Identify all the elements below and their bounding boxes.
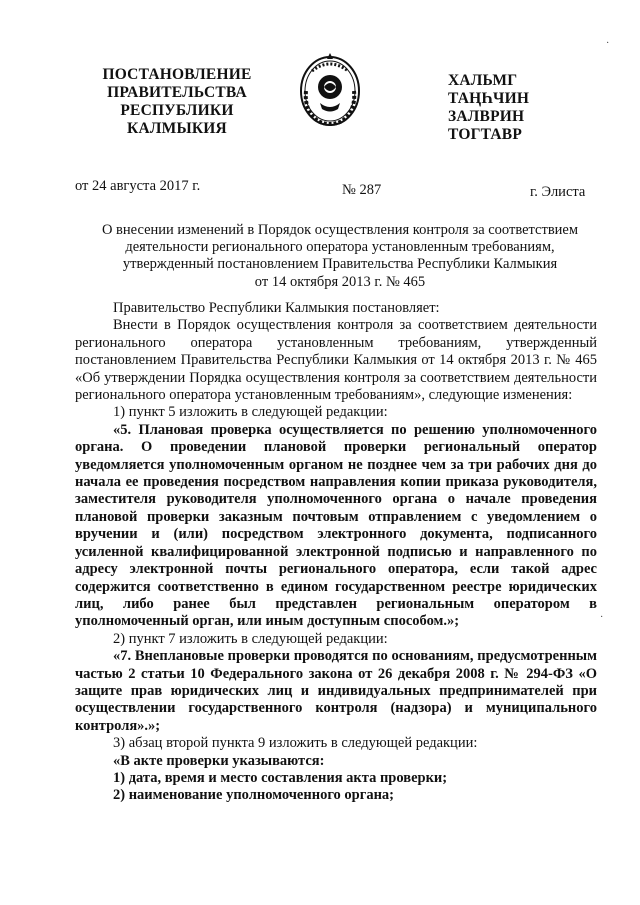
item-3-heading: 3) абзац второй пункта 9 изложить в следующей редакции: bbox=[113, 735, 478, 752]
header-left-line: РЕСПУБЛИКИ bbox=[120, 102, 234, 119]
item-1-heading: 1) пункт 5 изложить в следующей редакции: bbox=[113, 404, 388, 421]
document-body bbox=[75, 300, 597, 805]
header-right-line: ТАҢҺЧИН bbox=[448, 90, 530, 107]
header-left-line: КАЛМЫКИЯ bbox=[127, 120, 227, 137]
document-number: № 287 bbox=[342, 182, 382, 198]
item-5-text: «5. Плановая проверка осуществляется по решению уполномоченного органа. О проведении плановой проверки региональный оператор уведомляется уполномоченным органом не позднее чем за три рабочих дня до начала ее проведения посредством направления копии приказа руководителя, заместителя руководителя уполномоченного органа о начале проведения плановой проверки заказным почтовым отправлением с уведомлением о вручении и (или) посредством электронного документа, подписанного усиленной квалифицированной электронной подписью и направленного по адресу электронной почты регионального оператора, если такой адрес содержится соответственно в едином государственном реестре юридических лиц, либо ранее был представлен региональным оператором в уполномоченный орган, или иным доступным способом.»; bbox=[75, 421, 597, 630]
scan-speck: · bbox=[606, 38, 610, 49]
header-left-line: ПОСТАНОВЛЕНИЕ bbox=[102, 66, 252, 83]
document-date: от 24 августа 2017 г. bbox=[75, 178, 201, 194]
title-line: О внесении изменений в Порядок осуществления контроля за соответствием bbox=[101, 222, 579, 238]
document-title bbox=[60, 222, 620, 291]
title-line: от 14 октября 2013 г. № 465 bbox=[254, 273, 426, 290]
amendment-paragraph: Внести в Порядок осуществления контроля за соответствием деятельности регионального оператора установленным требованиям, утвержденный постановлением Правительства Республики Калмыкия от 14 октября 2013 г. № 465 «Об утверждении Порядка осуществления контроля за соответствием деятельности регионального оператора установленным требованиям», следующие изменения: bbox=[75, 317, 597, 404]
act-contents-item-1: 1) дата, время и место составления акта проверки; bbox=[113, 769, 448, 786]
act-contents-intro: «В акте проверки указываются: bbox=[113, 752, 325, 769]
item-2-heading: 2) пункт 7 изложить в следующей редакции: bbox=[113, 630, 388, 647]
header-right-line: ТОГТАВР bbox=[448, 126, 523, 143]
act-contents-item-2: 2) наименование уполномоченного органа; bbox=[113, 787, 395, 804]
title-line: утвержденный постановлением Правительства Республики Калмыкия bbox=[122, 256, 558, 273]
title-line: деятельности регионального оператора установленным требованиям, bbox=[125, 239, 555, 256]
republic-of-kalmykia-emblem-icon bbox=[298, 51, 362, 129]
scan-speck: · bbox=[600, 612, 604, 623]
header-left-line: ПРАВИТЕЛЬСТВА bbox=[107, 84, 247, 101]
header-right-line: ЗАЛВРИН bbox=[448, 108, 525, 125]
header-right-line: ХАЛЬМГ bbox=[448, 72, 518, 89]
header-left-title bbox=[92, 66, 262, 138]
header-right-title bbox=[448, 72, 578, 144]
item-7-text: «7. Внеплановые проверки проводятся по основаниям, предусмотренным частью 2 статьи 10 Федерального закона от 26 декабря 2008 г. № 294-ФЗ «О защите прав юридических лиц и индивидуальных предпринимателей при осуществлении государственного контроля (надзора) и муниципального контроля».»; bbox=[75, 648, 597, 734]
document-city: г. Элиста bbox=[530, 184, 586, 200]
resolution-intro: Правительство Республики Калмыкия постановляет: bbox=[113, 300, 440, 316]
